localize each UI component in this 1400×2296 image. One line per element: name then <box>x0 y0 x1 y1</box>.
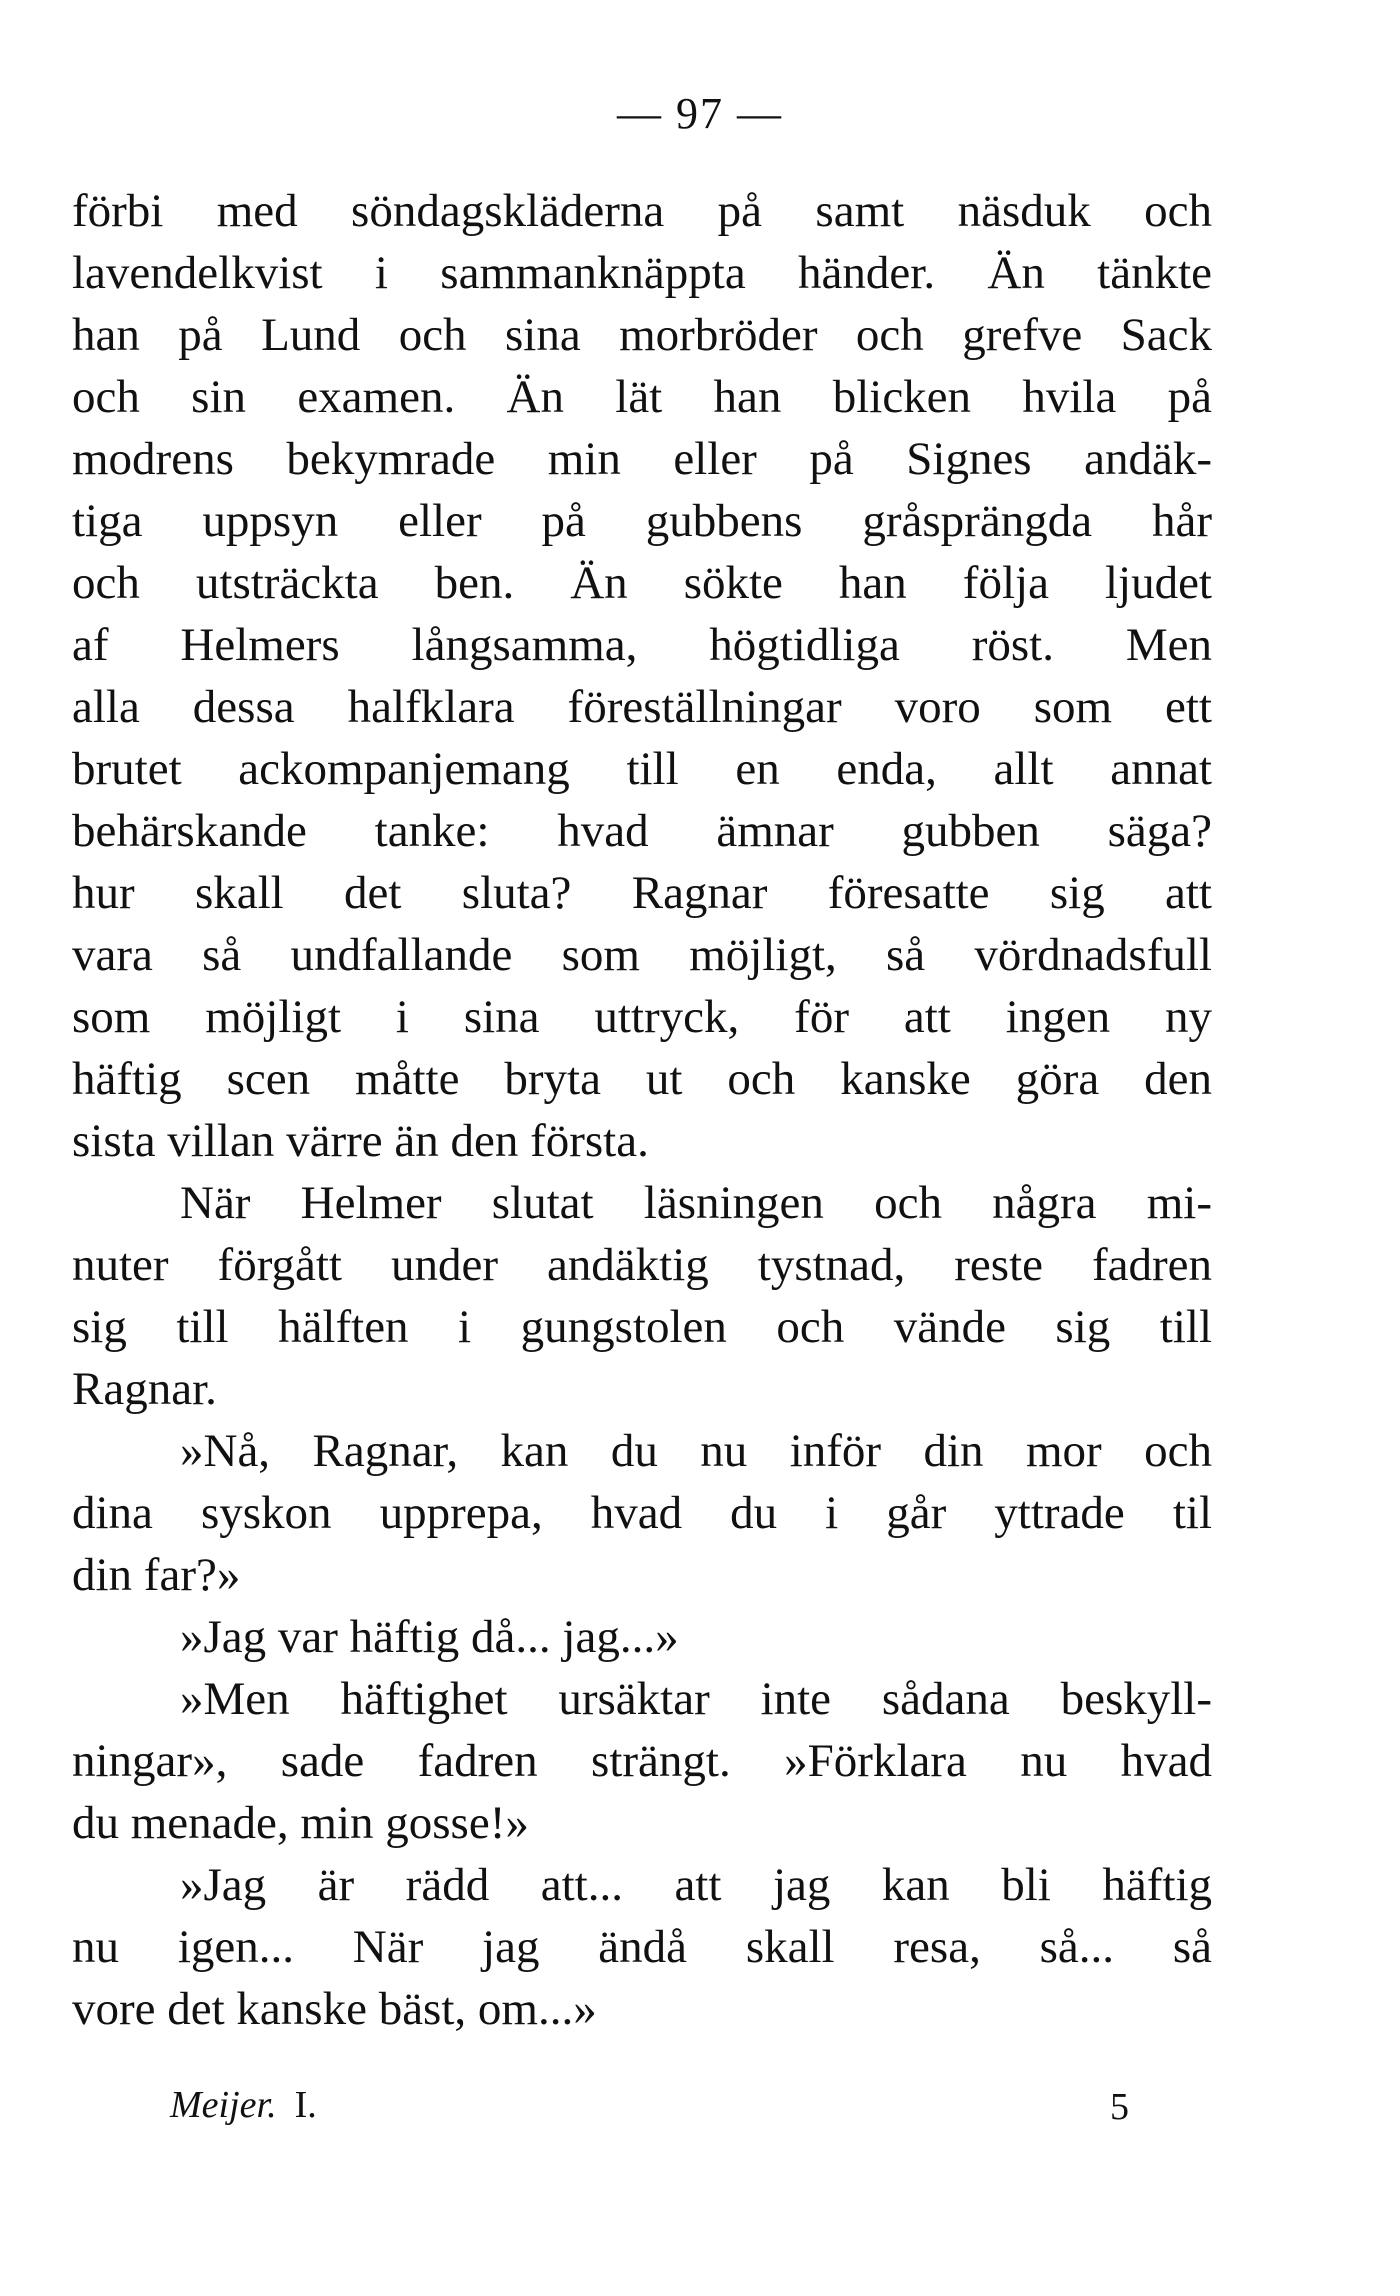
text-line: och utsträckta ben. Än sökte han följa ljudet <box>72 557 1212 609</box>
text-line: tiga uppsyn eller på gubbens gråsprängda hår <box>72 495 1212 547</box>
text-line: dina syskon upprepa, hvad du i går yttrade til <box>72 1487 1212 1539</box>
text-line: behärskande tanke: hvad ämnar gubben säga? <box>72 805 1212 857</box>
text-line: vore det kanske bäst, om...» <box>72 1983 597 2035</box>
text-line: »Jag var häftig då... jag...» <box>180 1611 679 1663</box>
text-line: alla dessa halfklara föreställningar voro som ett <box>72 681 1212 733</box>
text-line: ningar», sade fadren strängt. »Förklara nu hvad <box>72 1735 1212 1787</box>
page-number: — 97 — <box>617 89 783 138</box>
text-line: häftig scen måtte bryta ut och kanske göra den <box>72 1053 1212 1105</box>
text-line: och sin examen. Än lät han blicken hvila på <box>72 371 1212 423</box>
text-line: sig till hälften i gungstolen och vände sig till <box>72 1301 1212 1353</box>
text-line: brutet ackompanjemang till en enda, allt annat <box>72 743 1212 795</box>
text-line: modrens bekymrade min eller på Signes andäk- <box>72 433 1212 485</box>
body-text <box>72 180 1212 2040</box>
text-line: nuter förgått under andäktig tystnad, reste fadren <box>72 1239 1212 1291</box>
footer-signature-mark: 5 <box>1110 2086 1129 2128</box>
text-line: förbi med söndagskläderna på samt näsduk och <box>72 185 1212 237</box>
text-line: »Nå, Ragnar, kan du nu inför din mor och <box>180 1425 1212 1477</box>
text-line: »Jag är rädd att... att jag kan bli häftig <box>180 1859 1212 1911</box>
text-line: han på Lund och sina morbröder och grefve Sack <box>72 309 1212 361</box>
footer-author <box>170 2083 317 2127</box>
text-line: af Helmers långsamma, högtidliga röst. Men <box>72 619 1212 671</box>
footer-author-name: Meijer. <box>170 2084 277 2126</box>
text-line: När Helmer slutat läsningen och några mi- <box>180 1177 1212 1229</box>
text-line: Ragnar. <box>72 1363 217 1415</box>
text-line: du menade, min gosse!» <box>72 1797 529 1849</box>
text-line: nu igen... När jag ändå skall resa, så... så <box>72 1921 1212 1973</box>
text-line: din far?» <box>72 1549 241 1601</box>
text-line: vara så undfallande som möjligt, så vördnadsfull <box>72 929 1212 981</box>
text-line: hur skall det sluta? Ragnar föresatte sig att <box>72 867 1212 919</box>
text-line: lavendelkvist i sammanknäppta händer. Än tänkte <box>72 247 1212 299</box>
text-line: som möjligt i sina uttryck, för att ingen ny <box>72 991 1212 1043</box>
text-line: sista villan värre än den första. <box>72 1115 649 1167</box>
text-line: »Men häftighet ursäktar inte sådana beskyll- <box>180 1673 1212 1725</box>
footer-volume: I. <box>294 2084 317 2126</box>
